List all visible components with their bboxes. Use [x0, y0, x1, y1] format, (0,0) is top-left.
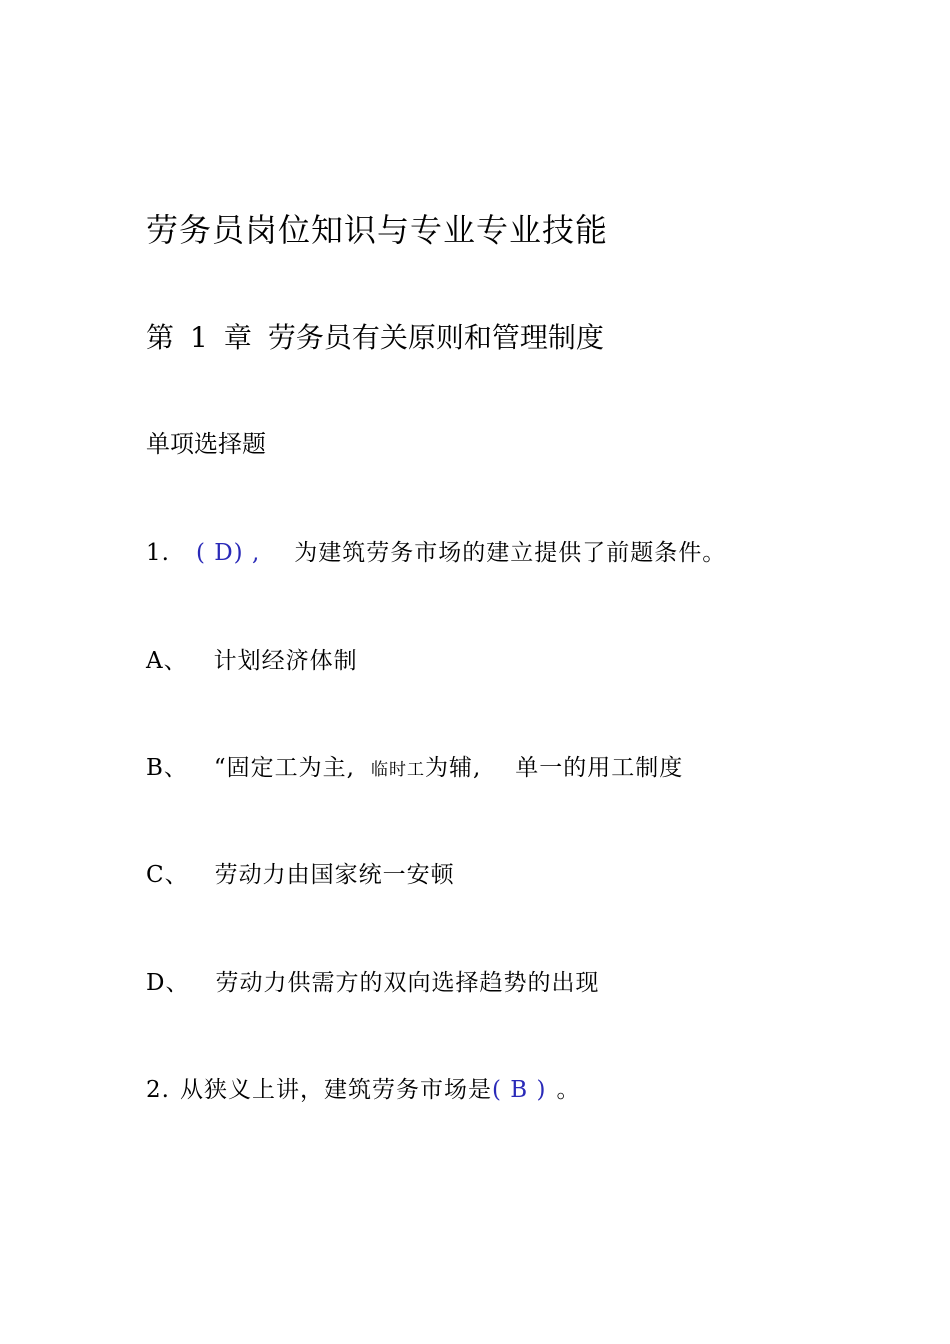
chapter-heading: [146, 321, 604, 354]
question-text: 为建筑劳务市场的建立提供了前题条件。: [294, 540, 727, 566]
chapter-prefix: 第: [146, 321, 175, 354]
document-title: 劳务员岗位知识与专业专业技能: [146, 211, 609, 249]
question-end: 。: [556, 1077, 581, 1103]
question-2: [146, 1079, 580, 1102]
option-label: B、: [146, 755, 188, 781]
answer-label: ( D) ,: [195, 540, 261, 566]
option-label: A、: [146, 648, 188, 674]
option-label: C、: [146, 862, 189, 888]
option-label: D、: [146, 970, 190, 996]
question-number: 2.: [146, 1077, 170, 1103]
option-c: [146, 864, 455, 887]
question-number: 1.: [146, 540, 170, 566]
option-d: [146, 972, 599, 995]
option-text-small: 临时工: [370, 760, 425, 780]
question-1: [146, 542, 726, 565]
option-text: 单一的用工制度: [515, 755, 684, 781]
option-text: 劳动力供需方的双向选择趋势的出现: [215, 970, 600, 996]
answer-label: ( B ): [491, 1077, 547, 1103]
option-text: 计划经济体制: [213, 648, 358, 674]
option-b: [146, 757, 683, 780]
option-text: 劳动力由国家统一安顿: [214, 862, 455, 888]
chapter-name: 劳务员有关原则和管理制度: [267, 321, 604, 354]
chapter-number: 1: [190, 321, 208, 354]
question-text: 从狭义上讲，建筑劳务市场是: [179, 1077, 492, 1103]
option-text: 为辅,: [424, 755, 482, 781]
option-a: [146, 650, 358, 673]
chapter-suffix: 章: [223, 321, 252, 354]
section-heading: 单项选择题: [146, 430, 266, 458]
option-text: “固定工为主,: [213, 755, 355, 781]
